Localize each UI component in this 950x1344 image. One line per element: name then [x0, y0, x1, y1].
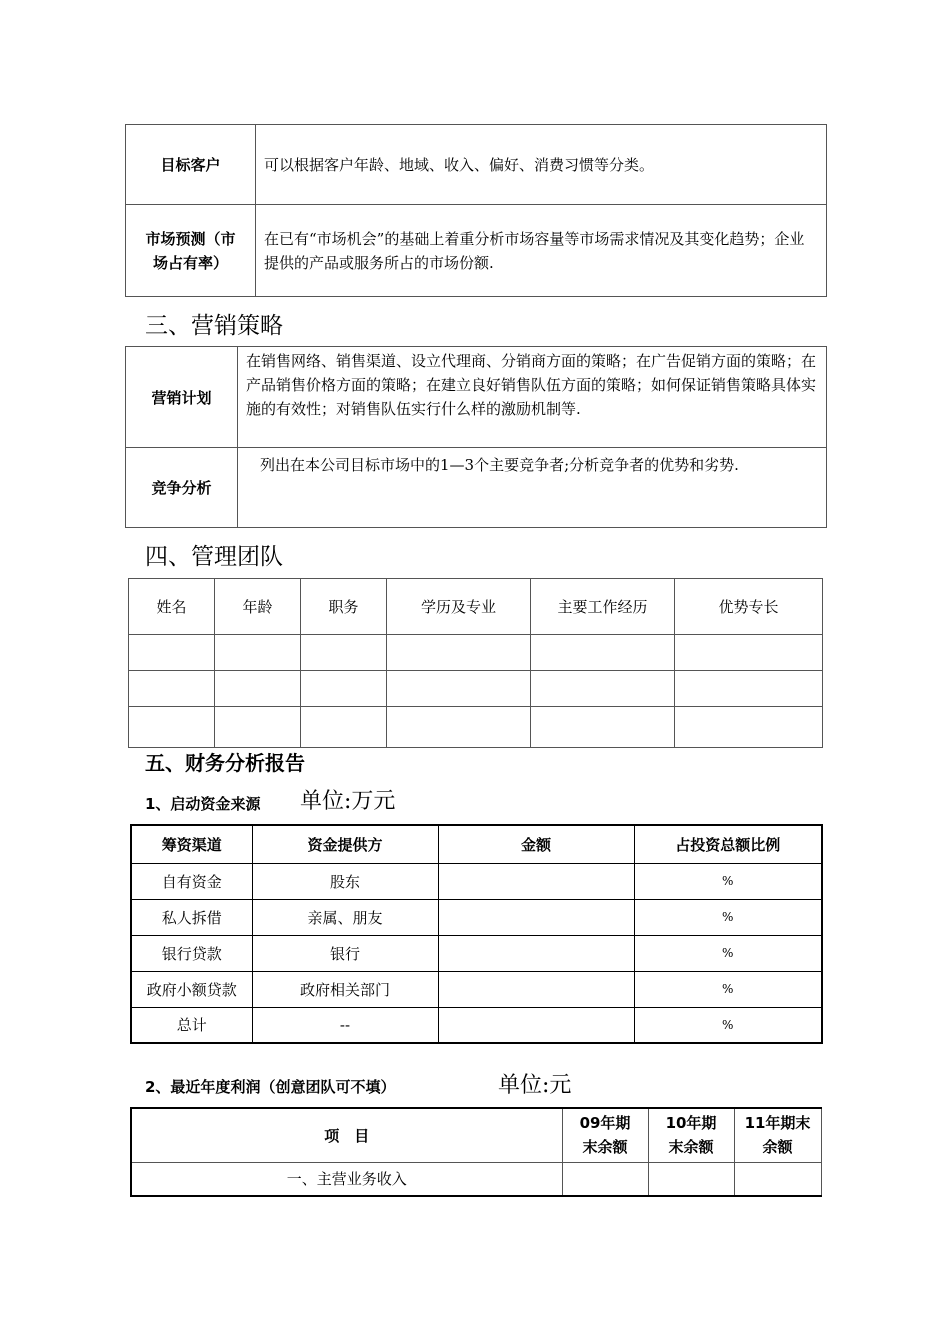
table-cell [387, 671, 531, 707]
funding-ratio: % [634, 863, 822, 899]
market-forecast-label: 市场预测（市场占有率） [126, 205, 256, 297]
profit-subtitle: 2、最近年度利润（创意团队可不填） [145, 1078, 396, 1096]
funding-amount [438, 899, 634, 935]
table-cell [129, 635, 215, 671]
table-row [131, 899, 822, 935]
table-header-row [131, 1108, 821, 1162]
table-cell [648, 1162, 734, 1196]
header-year-09: 09年期末余额 [562, 1108, 648, 1162]
table-cell [215, 635, 301, 671]
table-cell [531, 635, 675, 671]
section-5-heading: 五、财务分析报告 [145, 751, 305, 775]
table-cell [675, 635, 823, 671]
table-row [129, 635, 823, 671]
header-experience: 主要工作经历 [531, 579, 675, 635]
table-row [131, 935, 822, 971]
target-customer-text: 可以根据客户年龄、地域、收入、偏好、消费习惯等分类。 [256, 125, 827, 205]
table-cell [675, 671, 823, 707]
funding-provider: 亲属、朋友 [252, 899, 438, 935]
funding-amount [438, 935, 634, 971]
table-cell [531, 671, 675, 707]
table-row [131, 863, 822, 899]
header-year-10: 10年期末余额 [648, 1108, 734, 1162]
header-year-11: 11年期末余额 [734, 1108, 821, 1162]
table-cell [531, 707, 675, 748]
funding-channel: 政府小额贷款 [131, 971, 252, 1007]
header-age: 年龄 [215, 579, 301, 635]
marketing-plan-text: 在销售网络、销售渠道、设立代理商、分销商方面的策略；在广告促销方面的策略；在产品销售价格方面的策略；在建立良好销售队伍方面的策略；如何保证销售策略具体实施的有效性；对销售队伍实行什么样的激励机制等. [238, 347, 827, 448]
funding-amount [438, 863, 634, 899]
table-cell [129, 671, 215, 707]
section-4-heading: 四、管理团队 [145, 544, 283, 570]
table-row [126, 125, 827, 205]
market-table [125, 124, 827, 297]
funding-channel: 总计 [131, 1007, 252, 1043]
header-channel: 筹资渠道 [131, 825, 252, 863]
funding-amount [438, 1007, 634, 1043]
profit-unit: 单位:元 [498, 1073, 572, 1098]
competition-text: 列出在本公司目标市场中的1—3个主要竞争者;分析竞争者的优势和劣势. [238, 448, 827, 528]
target-customer-label: 目标客户 [126, 125, 256, 205]
table-row [126, 347, 827, 448]
table-cell [387, 635, 531, 671]
funding-amount [438, 971, 634, 1007]
table-cell [301, 671, 387, 707]
section-3-heading: 三、营销策略 [145, 313, 283, 339]
header-name: 姓名 [129, 579, 215, 635]
header-amount: 金额 [438, 825, 634, 863]
table-cell [675, 707, 823, 748]
funding-table [130, 824, 823, 1044]
header-education: 学历及专业 [387, 579, 531, 635]
funding-ratio: % [634, 899, 822, 935]
funding-channel: 自有资金 [131, 863, 252, 899]
table-row [126, 205, 827, 297]
table-cell [215, 671, 301, 707]
market-forecast-text: 在已有“市场机会”的基础上着重分析市场容量等市场需求情况及其变化趋势；企业提供的产品或服务所占的市场份额. [256, 205, 827, 297]
table-cell [129, 707, 215, 748]
header-strengths: 优势专长 [675, 579, 823, 635]
funding-unit: 单位:万元 [300, 789, 396, 814]
header-provider: 资金提供方 [252, 825, 438, 863]
table-cell [387, 707, 531, 748]
funding-provider: -- [252, 1007, 438, 1043]
table-row [131, 971, 822, 1007]
profit-table [130, 1107, 822, 1197]
funding-ratio: % [634, 971, 822, 1007]
table-row [126, 448, 827, 528]
funding-provider: 政府相关部门 [252, 971, 438, 1007]
table-cell [562, 1162, 648, 1196]
funding-channel: 银行贷款 [131, 935, 252, 971]
table-cell [301, 707, 387, 748]
funding-provider: 银行 [252, 935, 438, 971]
header-ratio: 占投资总额比例 [634, 825, 822, 863]
competition-label: 竞争分析 [126, 448, 238, 528]
funding-subtitle: 1、启动资金来源 [145, 795, 261, 813]
table-row [129, 707, 823, 748]
header-position: 职务 [301, 579, 387, 635]
profit-item: 一、主营业务收入 [131, 1162, 562, 1196]
table-header-row [129, 579, 823, 635]
strategy-table [125, 346, 827, 528]
table-row [131, 1007, 822, 1043]
funding-channel: 私人拆借 [131, 899, 252, 935]
table-cell [734, 1162, 821, 1196]
table-header-row [131, 825, 822, 863]
funding-provider: 股东 [252, 863, 438, 899]
marketing-plan-label: 营销计划 [126, 347, 238, 448]
funding-ratio: % [634, 935, 822, 971]
team-table [128, 578, 823, 748]
header-item: 项 目 [131, 1108, 562, 1162]
table-row [131, 1162, 821, 1196]
table-row [129, 671, 823, 707]
table-cell [215, 707, 301, 748]
funding-ratio: % [634, 1007, 822, 1043]
table-cell [301, 635, 387, 671]
